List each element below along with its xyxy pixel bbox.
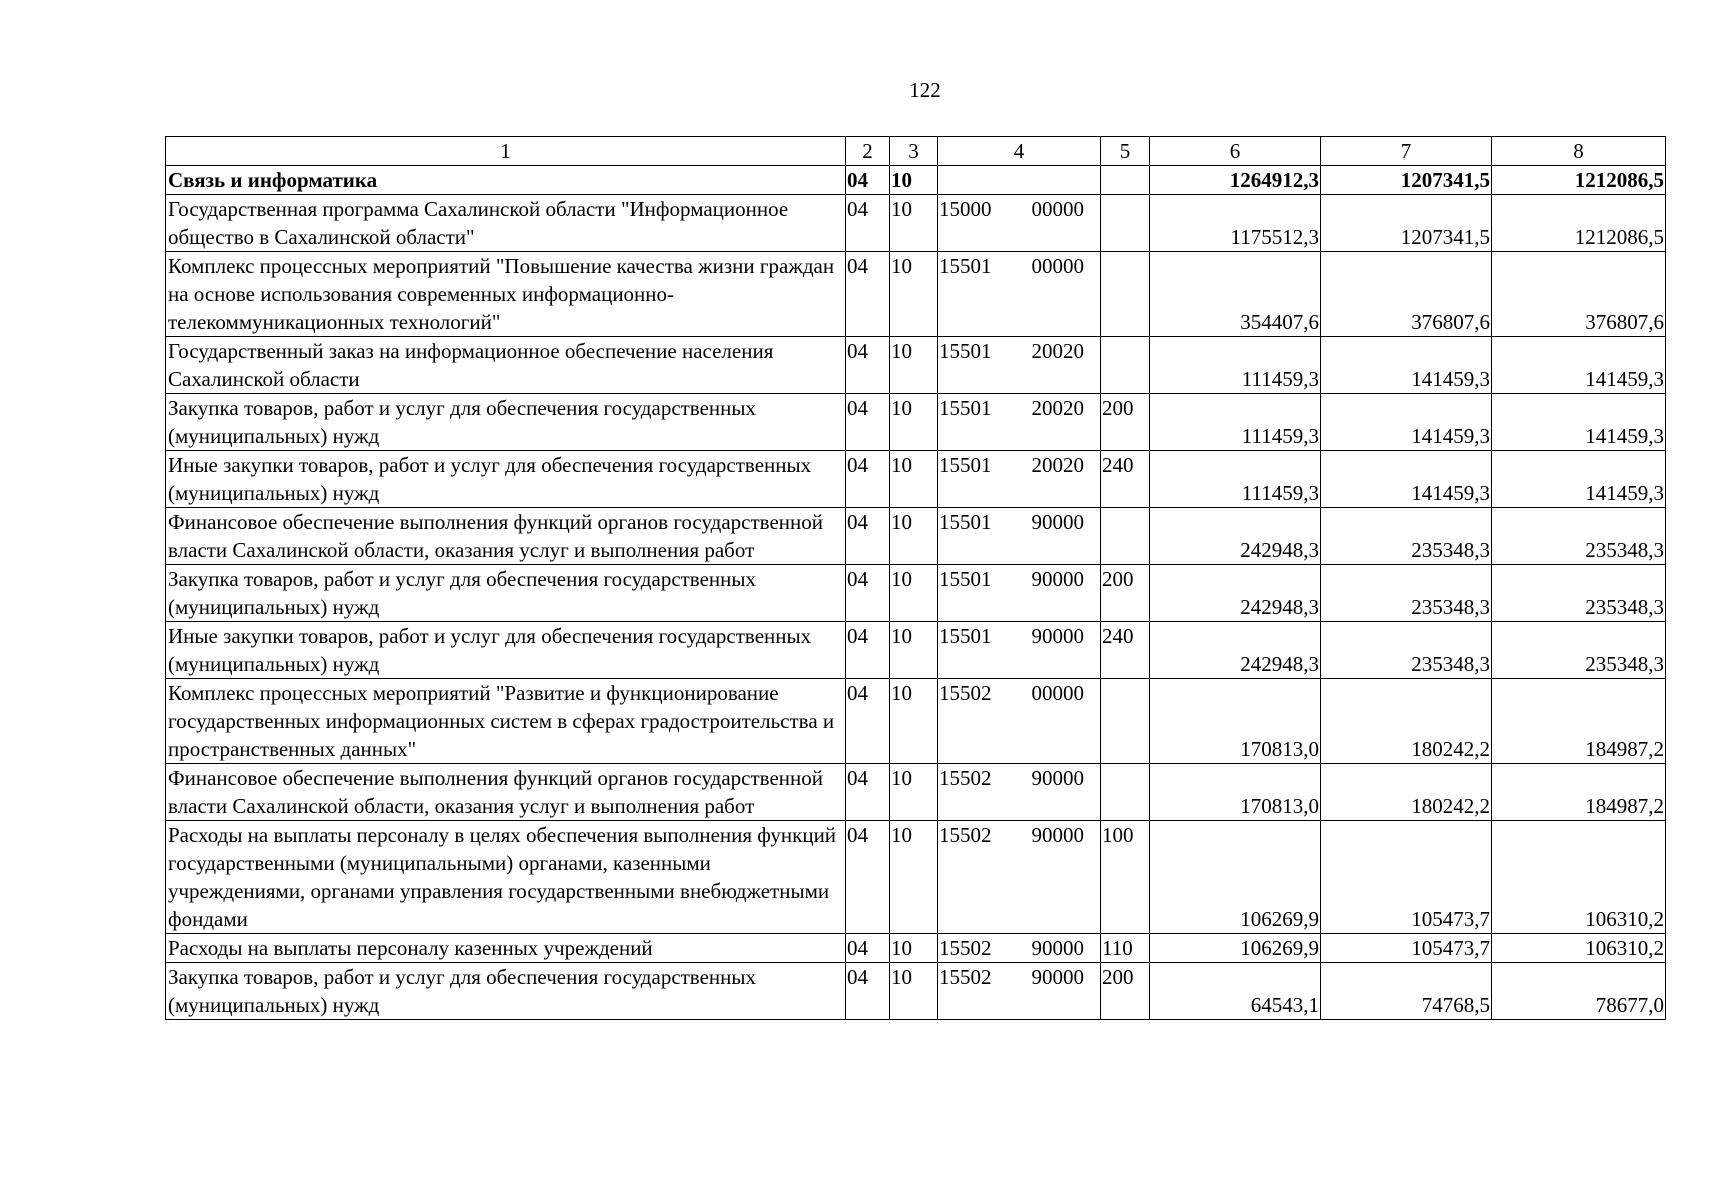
section-code-cell: 04: [846, 764, 890, 821]
amount-col7-cell: 180242,2: [1321, 764, 1492, 821]
header-cell-2: 2: [846, 137, 890, 166]
row-name-cell: Финансовое обеспечение выполнения функций органов государственной власти Сахалинской области, оказания услуг и выполнения работ: [166, 764, 846, 821]
target-article-cell: [938, 195, 1101, 252]
program-code: 15501: [939, 510, 992, 534]
target-article-cell: [938, 934, 1101, 963]
program-code: 15501: [939, 254, 992, 278]
table-row: [166, 622, 1666, 679]
target-article-code: [939, 821, 1098, 849]
expense-type-cell: [1101, 679, 1150, 764]
subsection-code-cell: 10: [890, 166, 938, 195]
table-row: [166, 764, 1666, 821]
expense-type-cell: 200: [1101, 565, 1150, 622]
table-row: [166, 565, 1666, 622]
section-code-cell: 04: [846, 195, 890, 252]
subsection-code-cell: 10: [890, 337, 938, 394]
direction-code: 90000: [1031, 624, 1084, 648]
subsection-code-cell: 10: [890, 565, 938, 622]
expense-type-cell: 100: [1101, 821, 1150, 934]
amount-col6-cell: 1175512,3: [1150, 195, 1321, 252]
target-article-code: [939, 565, 1098, 593]
table-row: [166, 679, 1666, 764]
target-article-code: [939, 764, 1098, 792]
amount-col8-cell: 184987,2: [1492, 679, 1666, 764]
target-article-code: [939, 679, 1098, 707]
subsection-code-cell: 10: [890, 934, 938, 963]
target-article-cell: [938, 394, 1101, 451]
table-row: [166, 337, 1666, 394]
expense-type-cell: 110: [1101, 934, 1150, 963]
amount-col8-cell: 106310,2: [1492, 821, 1666, 934]
amount-col8-cell: 106310,2: [1492, 934, 1666, 963]
subsection-code-cell: 10: [890, 394, 938, 451]
budget-table: [165, 136, 1666, 1020]
amount-col8-cell: 1212086,5: [1492, 166, 1666, 195]
amount-col7-cell: 376807,6: [1321, 252, 1492, 337]
table-row: [166, 508, 1666, 565]
target-article-cell: [938, 622, 1101, 679]
section-code-cell: 04: [846, 252, 890, 337]
direction-code: 20020: [1031, 339, 1084, 363]
amount-col8-cell: 235348,3: [1492, 508, 1666, 565]
amount-col6-cell: 170813,0: [1150, 679, 1321, 764]
amount-col7-cell: 141459,3: [1321, 394, 1492, 451]
amount-col8-cell: 235348,3: [1492, 565, 1666, 622]
header-row: [166, 137, 1666, 166]
target-article-cell: [938, 508, 1101, 565]
target-article-code: [939, 394, 1098, 422]
row-name-cell: Государственная программа Сахалинской области "Информационное общество в Сахалинской области": [166, 195, 846, 252]
program-code: 15502: [939, 823, 992, 847]
section-code-cell: 04: [846, 622, 890, 679]
section-code-cell: 04: [846, 679, 890, 764]
section-code-cell: 04: [846, 565, 890, 622]
amount-col7-cell: 141459,3: [1321, 451, 1492, 508]
row-name-cell: Закупка товаров, работ и услуг для обеспечения государственных (муниципальных) нужд: [166, 963, 846, 1020]
program-code: 15501: [939, 624, 992, 648]
amount-col6-cell: 170813,0: [1150, 764, 1321, 821]
header-cell-8: 8: [1492, 137, 1666, 166]
subsection-code-cell: 10: [890, 252, 938, 337]
direction-code: 20020: [1031, 396, 1084, 420]
subsection-code-cell: 10: [890, 195, 938, 252]
header-cell-3: 3: [890, 137, 938, 166]
expense-type-cell: 240: [1101, 451, 1150, 508]
row-name-cell: Закупка товаров, работ и услуг для обеспечения государственных (муниципальных) нужд: [166, 565, 846, 622]
amount-col8-cell: 78677,0: [1492, 963, 1666, 1020]
table-row: [166, 195, 1666, 252]
subsection-code-cell: 10: [890, 821, 938, 934]
target-article-code: [939, 337, 1098, 365]
section-code-cell: 04: [846, 821, 890, 934]
section-code-cell: 04: [846, 337, 890, 394]
subsection-code-cell: 10: [890, 963, 938, 1020]
amount-col7-cell: 1207341,5: [1321, 195, 1492, 252]
subsection-code-cell: 10: [890, 622, 938, 679]
amount-col7-cell: 74768,5: [1321, 963, 1492, 1020]
expense-type-cell: [1101, 337, 1150, 394]
table-row: [166, 821, 1666, 934]
direction-code: 90000: [1031, 936, 1084, 960]
expense-type-cell: [1101, 764, 1150, 821]
direction-code: 20020: [1031, 453, 1084, 477]
expense-type-cell: [1101, 195, 1150, 252]
row-name-cell: Иные закупки товаров, работ и услуг для обеспечения государственных (муниципальных) нужд: [166, 451, 846, 508]
amount-col7-cell: 1207341,5: [1321, 166, 1492, 195]
header-cell-6: 6: [1150, 137, 1321, 166]
expense-type-cell: [1101, 252, 1150, 337]
row-name-cell: Государственный заказ на информационное обеспечение населения Сахалинской области: [166, 337, 846, 394]
row-name-cell: Расходы на выплаты персоналу казенных учреждений: [166, 934, 846, 963]
row-name-cell: Связь и информатика: [166, 166, 846, 195]
table-row: [166, 394, 1666, 451]
direction-code: 00000: [1031, 254, 1084, 278]
program-code: 15501: [939, 567, 992, 591]
target-article-code: [939, 252, 1098, 280]
program-code: 15000: [939, 197, 992, 221]
row-name-cell: Финансовое обеспечение выполнения функций органов государственной власти Сахалинской области, оказания услуг и выполнения работ: [166, 508, 846, 565]
section-code-cell: 04: [846, 394, 890, 451]
section-code-cell: 04: [846, 451, 890, 508]
amount-col7-cell: 235348,3: [1321, 565, 1492, 622]
target-article-cell: [938, 252, 1101, 337]
table-row: [166, 451, 1666, 508]
section-code-cell: 04: [846, 166, 890, 195]
subsection-code-cell: 10: [890, 451, 938, 508]
target-article-cell: [938, 451, 1101, 508]
header-cell-7: 7: [1321, 137, 1492, 166]
target-article-cell: [938, 565, 1101, 622]
expense-type-cell: 200: [1101, 394, 1150, 451]
target-article-cell: [938, 166, 1101, 195]
program-code: 15502: [939, 936, 992, 960]
subsection-code-cell: 10: [890, 508, 938, 565]
amount-col7-cell: 180242,2: [1321, 679, 1492, 764]
program-code: 15502: [939, 766, 992, 790]
target-article-code: [939, 451, 1098, 479]
section-code-cell: 04: [846, 934, 890, 963]
target-article-cell: [938, 821, 1101, 934]
row-name-cell: Закупка товаров, работ и услуг для обеспечения государственных (муниципальных) нужд: [166, 394, 846, 451]
direction-code: 90000: [1031, 567, 1084, 591]
target-article-code: [939, 508, 1098, 536]
target-article-cell: [938, 764, 1101, 821]
section-code-cell: 04: [846, 508, 890, 565]
amount-col6-cell: 106269,9: [1150, 821, 1321, 934]
program-code: 15501: [939, 396, 992, 420]
table-row: [166, 963, 1666, 1020]
target-article-cell: [938, 679, 1101, 764]
row-name-cell: Комплекс процессных мероприятий "Развитие и функционирование государственных информационных систем в сферах градостроительства и пространственных данных": [166, 679, 846, 764]
subsection-code-cell: 10: [890, 764, 938, 821]
direction-code: 90000: [1031, 823, 1084, 847]
row-name-cell: Иные закупки товаров, работ и услуг для обеспечения государственных (муниципальных) нужд: [166, 622, 846, 679]
amount-col8-cell: 235348,3: [1492, 622, 1666, 679]
direction-code: 90000: [1031, 965, 1084, 989]
amount-col8-cell: 1212086,5: [1492, 195, 1666, 252]
row-name-cell: Комплекс процессных мероприятий "Повышение качества жизни граждан на основе использования современных информационно-телекоммуникационных технологий": [166, 252, 846, 337]
target-article-code: [939, 622, 1098, 650]
amount-col6-cell: 1264912,3: [1150, 166, 1321, 195]
direction-code: 00000: [1031, 681, 1084, 705]
table-row: [166, 252, 1666, 337]
table-row: [166, 934, 1666, 963]
target-article-cell: [938, 337, 1101, 394]
target-article-code: [939, 195, 1098, 223]
amount-col8-cell: 141459,3: [1492, 394, 1666, 451]
target-article-code: [939, 934, 1098, 962]
amount-col6-cell: 111459,3: [1150, 394, 1321, 451]
amount-col6-cell: 111459,3: [1150, 337, 1321, 394]
row-name-cell: Расходы на выплаты персоналу в целях обеспечения выполнения функций государственными (муниципальными) органами, казенными учреждениями, органами управления государственными внебюджетными фондами: [166, 821, 846, 934]
direction-code: 90000: [1031, 510, 1084, 534]
subsection-code-cell: 10: [890, 679, 938, 764]
amount-col7-cell: 141459,3: [1321, 337, 1492, 394]
amount-col6-cell: 242948,3: [1150, 622, 1321, 679]
amount-col8-cell: 184987,2: [1492, 764, 1666, 821]
direction-code: 00000: [1031, 197, 1084, 221]
target-article-cell: [938, 963, 1101, 1020]
amount-col8-cell: 376807,6: [1492, 252, 1666, 337]
amount-col8-cell: 141459,3: [1492, 451, 1666, 508]
amount-col8-cell: 141459,3: [1492, 337, 1666, 394]
expense-type-cell: [1101, 508, 1150, 565]
amount-col7-cell: 235348,3: [1321, 622, 1492, 679]
header-cell-5: 5: [1101, 137, 1150, 166]
amount-col6-cell: 354407,6: [1150, 252, 1321, 337]
section-code-cell: 04: [846, 963, 890, 1020]
page-number: 122: [909, 78, 941, 102]
program-code: 15501: [939, 339, 992, 363]
amount-col7-cell: 105473,7: [1321, 934, 1492, 963]
amount-col6-cell: 242948,3: [1150, 508, 1321, 565]
header-cell-1: 1: [166, 137, 846, 166]
amount-col6-cell: 106269,9: [1150, 934, 1321, 963]
header-cell-4: 4: [938, 137, 1101, 166]
amount-col7-cell: 105473,7: [1321, 821, 1492, 934]
program-code: 15501: [939, 453, 992, 477]
amount-col6-cell: 64543,1: [1150, 963, 1321, 1020]
expense-type-cell: [1101, 166, 1150, 195]
program-code: 15502: [939, 965, 992, 989]
amount-col6-cell: 242948,3: [1150, 565, 1321, 622]
program-code: 15502: [939, 681, 992, 705]
amount-col6-cell: 111459,3: [1150, 451, 1321, 508]
expense-type-cell: 200: [1101, 963, 1150, 1020]
expense-type-cell: 240: [1101, 622, 1150, 679]
table-row: [166, 166, 1666, 195]
target-article-code: [939, 963, 1098, 991]
direction-code: 90000: [1031, 766, 1084, 790]
amount-col7-cell: 235348,3: [1321, 508, 1492, 565]
